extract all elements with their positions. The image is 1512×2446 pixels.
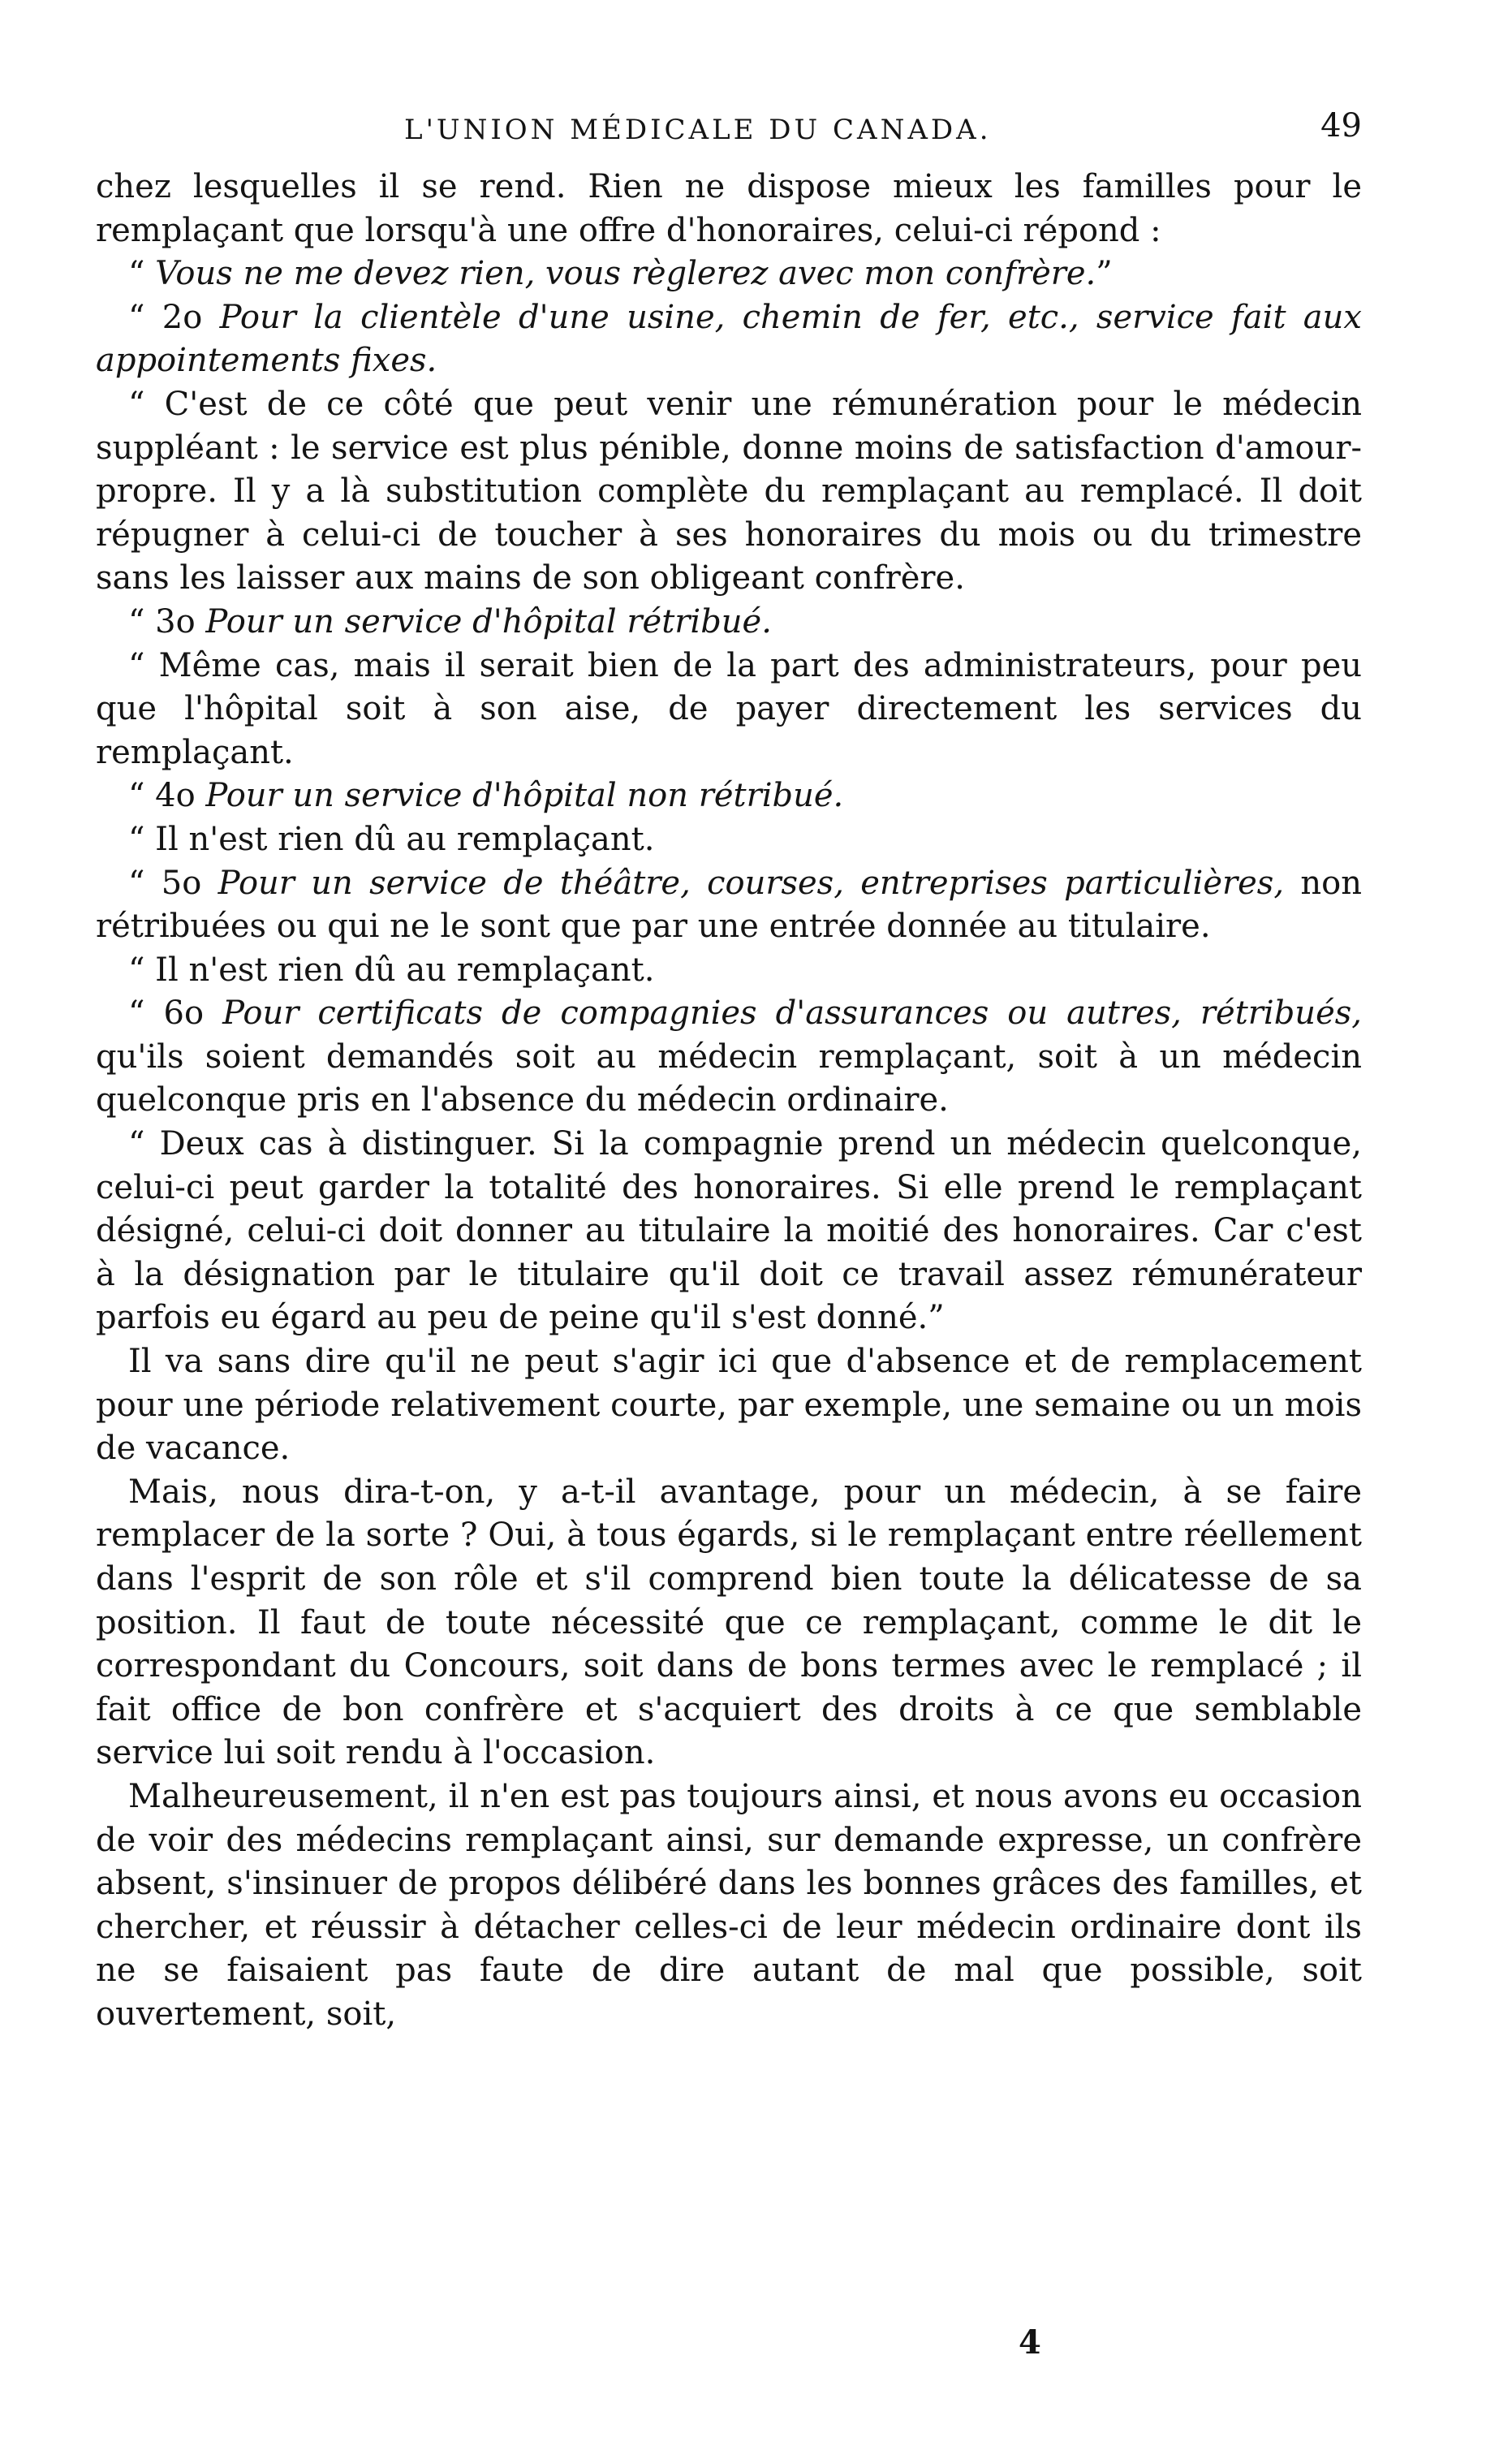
paragraph-7: “ 4o Pour un service d'hôpital non rétribué. (128, 777, 844, 815)
paragraph-1: chez lesquelles il se rend. Rien ne dispose mieux les familles pour le remplaçant que lorsqu'à une offre d'honoraires, celui-ci répond : (96, 168, 1362, 249)
document-page (96, 106, 1362, 2427)
page-number: 49 (1320, 107, 1362, 145)
paragraph-13: Il va sans dire qu'il ne peut s'agir ici que d'absence et de remplacement pour une période relativement courte, par exemple, une semaine ou un mois de vacance. (96, 1343, 1362, 1468)
paragraph-3: “ 2o Pour la clientèle d'une usine, chemin de fer, etc., service fait aux appointements fixes. (96, 298, 1362, 380)
paragraph-11: “ 6o Pour certificats de compagnies d'assurances ou autres, rétribués, qu'ils soient demandés soit au médecin remplaçant, soit à un médecin quelconque pris en l'absence du médecin ordinaire. (96, 994, 1362, 1119)
body-text (96, 166, 1362, 2037)
running-head: L'UNION MÉDICALE DU CANADA. (404, 114, 992, 146)
page-header (96, 106, 1362, 166)
paragraph-14: Mais, nous dira-t-on, y a-t-il avantage, pour un médecin, à se faire remplacer de la sorte ? Oui, à tous égards, si le remplaçant entre réellement dans l'esprit de son rôle et s'il comprend bien toute la délicatesse de sa position. Il faut de toute nécessité que ce remplaçant, comme le dit le correspondant du Concours, soit dans de bons termes avec le remplacé ; il fait office de bon confrère et s'acquiert des droits à ce que semblable service lui soit rendu à l'occasion. (96, 1473, 1362, 1772)
paragraph-6: “ Même cas, mais il serait bien de la part des administrateurs, pour peu que l'hôpital soit à son aise, de payer directement les services du remplaçant. (96, 646, 1362, 771)
signature-mark: 4 (1019, 2323, 1041, 2362)
paragraph-12: “ Deux cas à distinguer. Si la compagnie prend un médecin quelconque, celui-ci peut garder la totalité des honoraires. Si elle prend le remplaçant désigné, celui-ci doit donner au titulaire la moitié des honoraires. Car c'est à la désignation par le titulaire qu'il doit ce travail assez rémunérateur parfois eu égard au peu de peine qu'il s'est donné.” (96, 1125, 1362, 1337)
paragraph-2: “ Vous ne me devez rien, vous règlerez avec mon confrère.” (128, 255, 1113, 293)
paragraph-10: “ Il n'est rien dû au remplaçant. (128, 951, 655, 989)
paragraph-8: “ Il n'est rien dû au remplaçant. (128, 820, 655, 858)
paragraph-5: “ 3o Pour un service d'hôpital rétribué. (128, 602, 772, 641)
paragraph-15: Malheureusement, il n'en est pas toujours ainsi, et nous avons eu occasion de voir des médecins remplaçant ainsi, sur demande expresse, un confrère absent, s'insinuer de propos délibéré dans les bonnes grâces des familles, et chercher, et réussir à détacher celles-ci de leur médecin ordinaire dont ils ne se faisaient pas faute de dire autant de mal que possible, soit ouvertement, soit, (96, 1777, 1362, 2033)
paragraph-9: “ 5o Pour un service de théâtre, courses, entreprises particulières, non rétribuées ou qui ne le sont que par une entrée donnée au titulaire. (96, 864, 1362, 946)
paragraph-4: “ C'est de ce côté que peut venir une rémunération pour le médecin suppléant : le service est plus pénible, donne moins de satisfaction d'amour-propre. Il y a là substitution complète du remplaçant au remplacé. Il doit répugner à celui-ci de toucher à ses honoraires du mois ou du trimestre sans les laisser aux mains de son obligeant confrère. (96, 385, 1362, 597)
